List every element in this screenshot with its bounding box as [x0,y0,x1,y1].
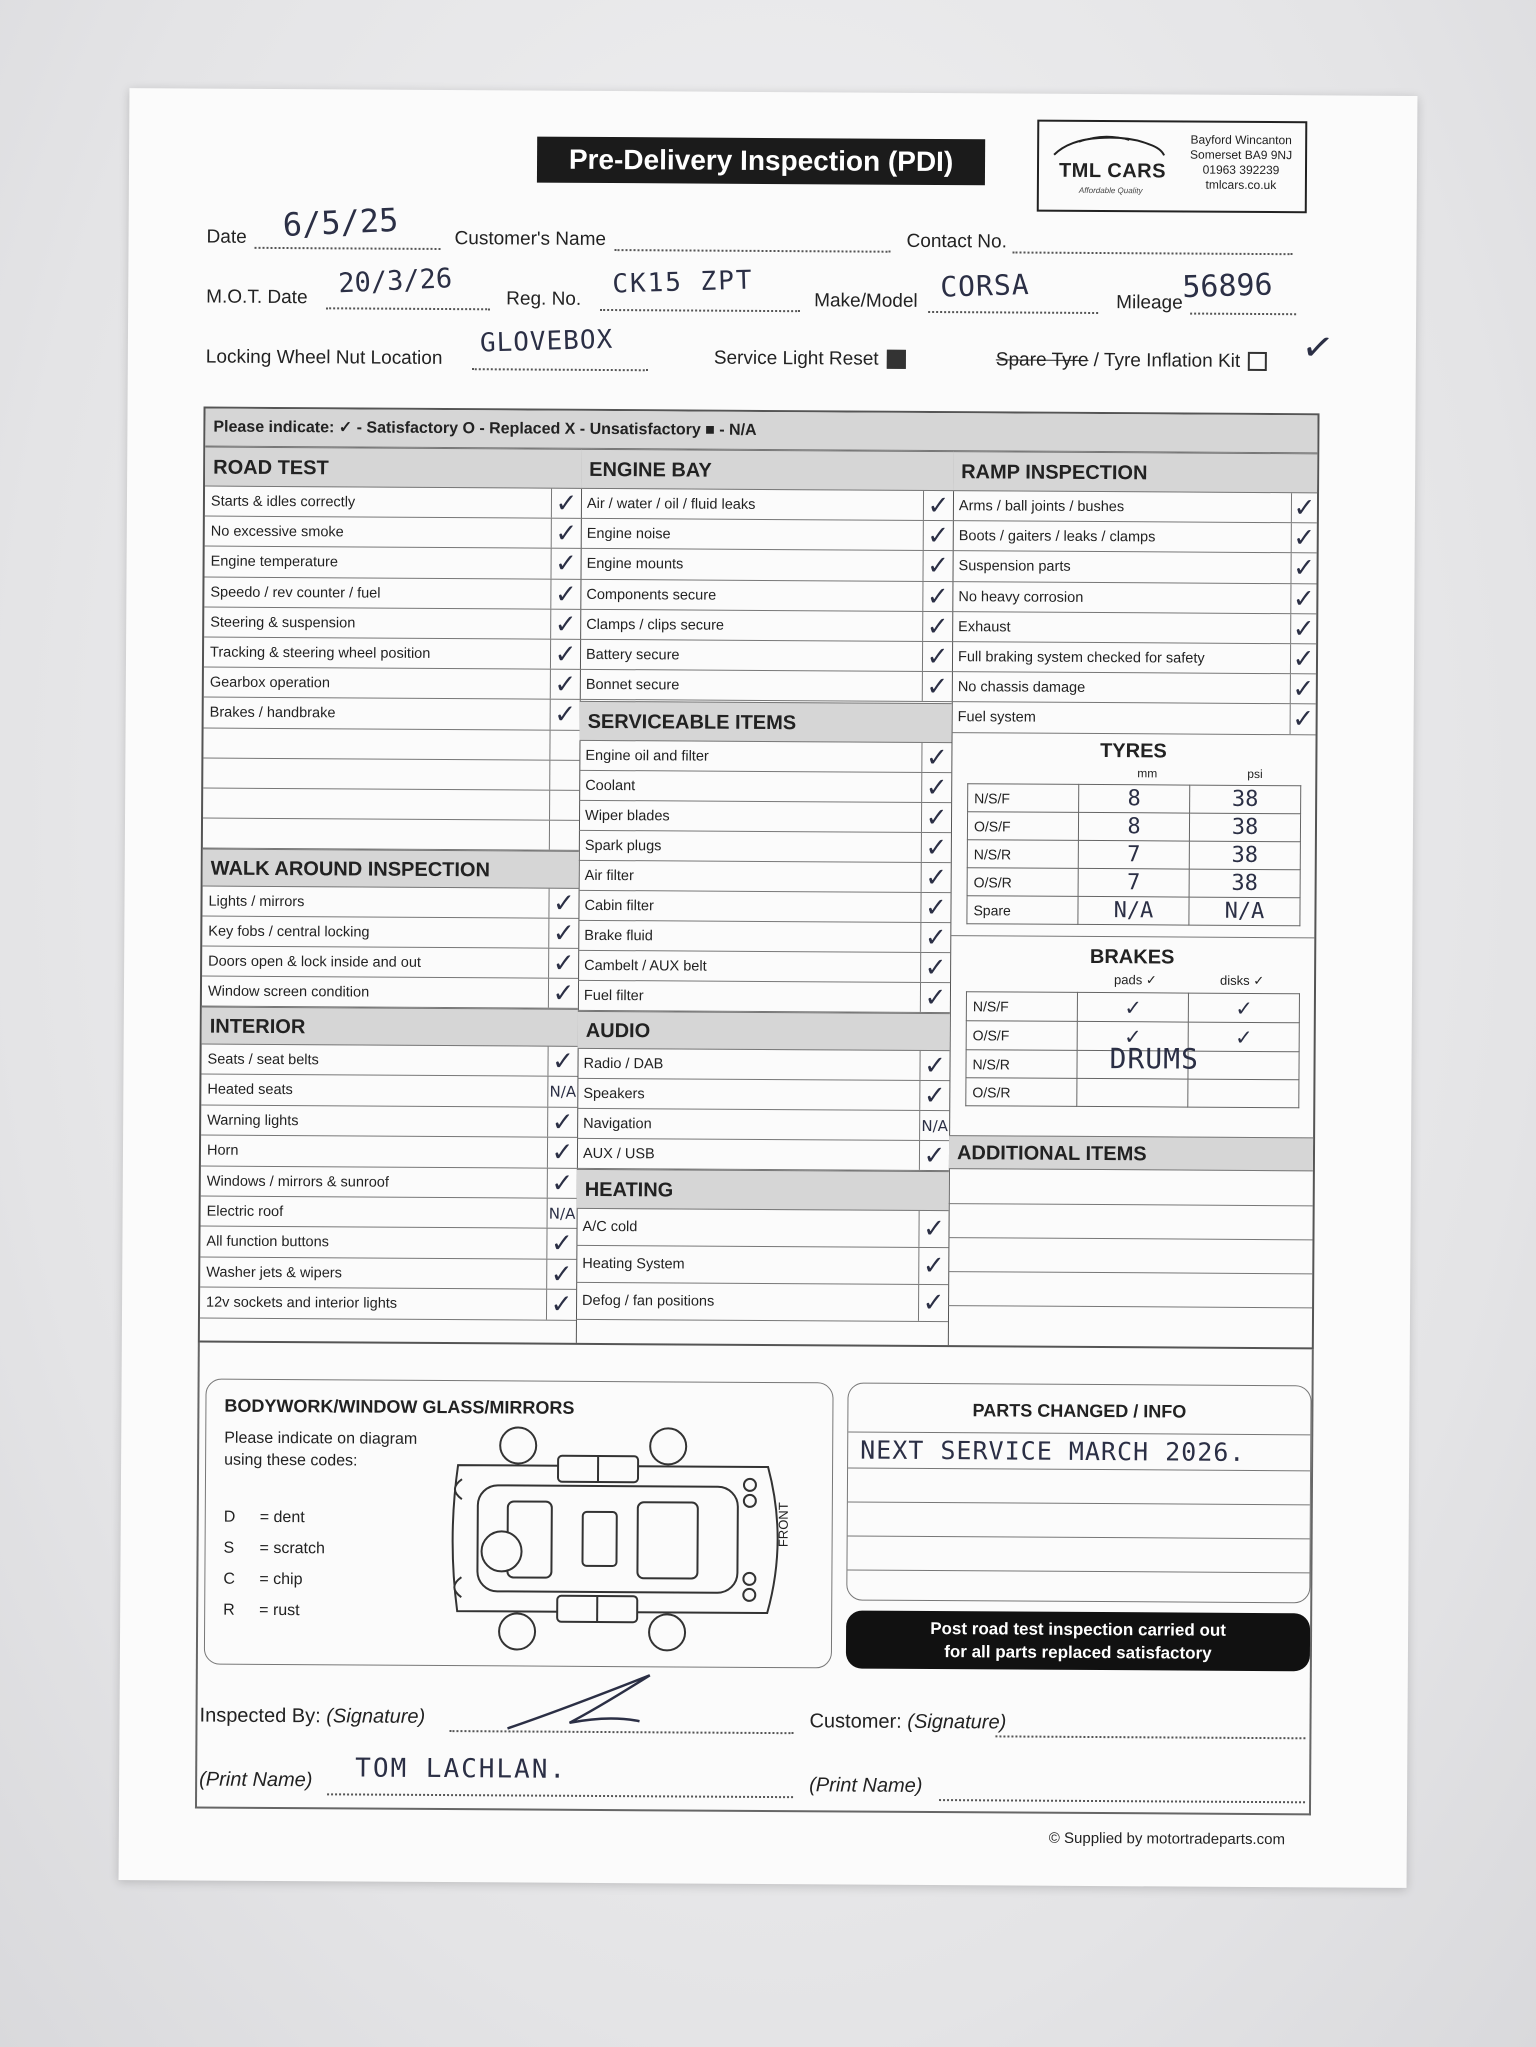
tyres-psi-header: psi [1247,766,1263,782]
status-mark-cell[interactable]: ✓ [921,773,951,802]
tyre-depth-mm[interactable]: 7 [1078,840,1189,869]
checklist-item-label: Full braking system checked for safety [957,649,1205,667]
inspector-signature [499,1670,659,1737]
tyre-row [968,784,1301,814]
checklist-item-label: Exhaust [958,618,1011,636]
customer-print-name-label: (Print Name) [809,1774,923,1797]
status-mark-cell[interactable]: ✓ [919,1141,949,1170]
tyre-row [967,840,1300,870]
status-mark-cell[interactable]: ✓ [1291,493,1317,522]
checklist-row [200,1288,576,1321]
checklist-item-label: AUX / USB [582,1145,655,1163]
checklist-item-label: Window screen condition [207,983,370,1001]
section-heading: AUDIO [578,1011,950,1051]
status-mark-cell[interactable]: ✓ [918,1285,948,1321]
checklist-row [578,891,950,923]
status-mark-cell[interactable]: ✓ [550,700,580,729]
tyre-position: O/S/R [967,868,1078,897]
checklist-item-label: No heavy corrosion [958,588,1084,606]
inspector-print-name-value[interactable]: TOM LACHLAN. [355,1753,568,1785]
checklist-item-label: Washer jets & wipers [206,1264,342,1282]
checklist-item-label: All function buttons [206,1233,330,1251]
brakes-heading: BRAKES [1089,945,1175,969]
checklist-item-label: Wiper blades [584,807,670,825]
status-mark-cell[interactable]: N/A [919,1111,949,1140]
section-heading: INTERIOR [202,1007,578,1047]
tyre-depth-mm[interactable]: 8 [1078,812,1189,841]
checklist-item-label: Battery secure [585,646,680,664]
checklist-row [580,640,952,672]
form-title: Pre-Delivery Inspection (PDI) [537,137,985,186]
inspection-checklist [198,407,1320,1350]
additional-items-heading: ADDITIONAL ITEMS [949,1135,1313,1171]
status-mark-cell[interactable]: ✓ [550,640,580,669]
status-mark-cell[interactable]: N/A [547,1077,577,1107]
status-mark-cell[interactable]: ✓ [547,1107,577,1137]
checklist-row [579,741,951,773]
tyres-table [966,783,1301,926]
parts-changed-note[interactable]: NEXT SERVICE MARCH 2026. [860,1435,1246,1467]
service-light-reset [714,348,906,371]
address-line: 01963 392239 [1202,162,1280,178]
tyre-row [967,868,1300,898]
tyre-pressure-psi[interactable]: 38 [1189,813,1300,842]
contact-no-label: Contact No. [906,230,1007,253]
customer-print-name-line[interactable] [939,1799,1305,1803]
status-mark-cell[interactable]: ✓ [547,1047,577,1077]
checklist-item-label: Gearbox operation [209,674,331,692]
checklist-row [580,670,952,702]
tyre-depth-mm[interactable]: 7 [1078,868,1189,897]
dealer-address [1179,132,1303,193]
parts-changed-panel [846,1382,1311,1603]
address-line: tmlcars.co.uk [1205,177,1277,193]
checklist-item-label: Speedo / rev counter / fuel [210,584,381,602]
checklist-item-label: A/C cold [582,1218,638,1236]
checklist-item-label: Navigation [583,1115,652,1133]
mot-date-label: M.O.T. Date [206,286,308,309]
checklist-row [205,517,581,549]
tyre-pressure-psi[interactable]: 38 [1189,869,1300,898]
checklist-item-label: Engine mounts [586,556,684,573]
checklist-row [200,1227,576,1260]
checklist-item-label: Suspension parts [958,558,1071,576]
mileage-line [1190,313,1296,316]
checklist-row [577,1139,949,1171]
address-line: Somerset BA9 9NJ [1190,147,1293,163]
checklist-row [577,1079,949,1111]
locking-wheel-nut-line [472,368,648,371]
brake-position: O/S/F [966,1021,1077,1051]
status-mark-cell[interactable]: ✓ [923,521,953,550]
tyre-pressure-psi[interactable]: 38 [1190,785,1301,814]
tyre-pressure-psi[interactable]: N/A [1189,897,1300,926]
brake-pads-mark[interactable]: ✓ [1077,992,1188,1022]
customer-name-label: Customer's Name [454,228,607,250]
checklist-item-label: Starts & idles correctly [210,493,356,511]
status-mark-cell[interactable]: ✓ [550,549,580,578]
checklist-row [581,489,953,521]
tyre-depth-mm[interactable]: 8 [1079,784,1190,813]
checklist-item-label: Seats / seat belts [207,1051,319,1069]
banner-line-2: for all parts replaced satisfactory [944,1642,1212,1663]
checklist-row [204,668,580,700]
tyre-row [967,896,1300,926]
status-mark-cell[interactable]: ✓ [546,1259,576,1289]
brake-disks-mark[interactable] [1188,1079,1299,1108]
section-heading: RAMP INSPECTION [953,451,1317,493]
dealer-logo-box [1037,120,1308,214]
checklist-item-label: Brakes / handbrake [209,704,336,722]
locking-wheel-nut-label: Locking Wheel Nut Location [205,346,443,369]
checklist-row [202,947,578,979]
status-mark-cell[interactable]: ✓ [922,551,952,580]
tyre-inflation-kit-checkbox[interactable] [1248,352,1267,371]
footer-supplier: © Supplied by motortradeparts.com [1048,1829,1286,1849]
status-mark-cell[interactable]: ✓ [550,579,580,608]
checklist-item-label: Arms / ball joints / bushes [958,498,1125,516]
checklist-item-label: Clamps / clips secure [586,616,725,634]
section-heading: HEATING [577,1169,949,1211]
checklist-row [205,487,581,519]
brake-position: N/S/R [966,1050,1077,1079]
status-mark-cell[interactable]: ✓ [920,953,950,982]
checklist-item-label: Spark plugs [584,837,662,855]
checklist-item-label: Engine oil and filter [585,747,709,765]
status-mark-cell[interactable]: ✓ [546,1229,576,1259]
checklist-row [204,638,580,670]
status-mark-cell[interactable]: ✓ [548,979,578,1008]
checklist-item-label: Lights / mirrors [208,893,305,911]
status-mark-cell[interactable]: ✓ [923,491,953,520]
checklist-row [201,1166,577,1199]
column-middle [576,449,954,1345]
checklist-item-label: Bonnet secure [585,677,680,694]
checklist-item-label: Doors open & lock inside and out [208,953,422,971]
checklist-item-label: Cambelt / AUX belt [584,957,707,975]
checklist-item-label: Engine noise [586,526,671,543]
status-mark-cell[interactable]: ✓ [550,609,580,638]
tyre-inflation-kit [996,349,1267,373]
checklist-row [580,579,952,611]
post-road-test-banner [846,1610,1310,1671]
checklist-row [202,917,578,949]
checklist-row [580,549,952,581]
checklist-row [576,1283,948,1322]
status-mark-cell[interactable]: ✓ [1290,554,1316,583]
banner-line-1: Post road test inspection carried out [930,1619,1226,1640]
status-mark-cell[interactable]: ✓ [1290,674,1316,703]
status-mark-cell[interactable]: ✓ [920,923,950,952]
service-light-checkbox[interactable] [887,350,906,369]
date-line [255,247,441,250]
code-dent: D = dent [223,1508,305,1527]
checklist-item-label: Coolant [585,777,636,795]
car-body-diagram[interactable] [437,1425,808,1655]
status-mark-cell[interactable]: ✓ [551,519,581,548]
brake-position: O/S/R [966,1078,1077,1107]
checklist-item-label: Windows / mirrors & sunroof [206,1173,389,1191]
checklist-row [201,1105,577,1138]
checklist-row [200,1257,576,1290]
checklist-item-label: Brake fluid [584,927,653,945]
brake-disks-mark[interactable]: ✓ [1188,1022,1299,1052]
status-mark-cell[interactable]: ✓ [547,1168,577,1198]
date-value[interactable]: 6/5/25 [281,200,400,245]
status-mark-cell[interactable]: ✓ [921,833,951,862]
status-mark-cell[interactable]: ✓ [922,582,952,611]
checklist-row [204,698,580,730]
checklist-item-label: Speakers [583,1085,645,1103]
checklist-item-label: Air / water / oil / fluid leaks [586,495,756,513]
tyre-position: Spare [967,896,1078,925]
checklist-item-label: Fuel system [957,709,1036,727]
brakes-pads-header: pads ✓ [1114,972,1157,988]
customer-signature-label: Customer: (Signature) [809,1710,1007,1734]
checklist-row [578,921,950,953]
status-mark-cell[interactable]: ✓ [918,1248,948,1284]
dealer-logo-tagline: Affordable Quality [1078,185,1143,196]
status-mark-cell[interactable]: ✓ [548,919,578,948]
status-mark-cell[interactable]: ✓ [920,893,950,922]
brake-disks-mark[interactable]: ✓ [1188,993,1299,1023]
tyre-row [967,812,1300,842]
rear-brakes-note[interactable]: DRUMS [1109,1042,1199,1076]
checklist-row [201,1197,577,1230]
checklist-row [201,1045,577,1078]
checklist-row [953,491,1317,523]
brake-pads-mark[interactable]: ✓ [1077,1021,1188,1051]
spare-tyre-struck-label: Spare Tyre [995,349,1089,371]
checklist-item-label: Heating System [582,1255,685,1273]
status-mark-cell[interactable]: ✓ [550,670,580,699]
date-label: Date [206,226,247,248]
tyre-pressure-psi[interactable]: 38 [1189,841,1300,870]
brake-row [966,992,1299,1023]
checklist-row [952,672,1316,704]
column-left [200,447,582,1343]
status-mark-cell[interactable]: ✓ [547,1138,577,1168]
mot-date-value[interactable]: 20/3/26 [337,263,453,300]
brake-position: N/S/F [966,992,1077,1022]
mileage-value[interactable]: 56896 [1181,267,1274,306]
make-model-value[interactable]: CORSA [939,268,1031,304]
checklist-row [201,1136,577,1169]
reg-no-label: Reg. No. [506,288,582,310]
customer-name-line[interactable] [614,249,890,253]
status-mark-cell[interactable]: ✓ [1290,614,1316,643]
checklist-row [204,607,580,639]
service-light-reset-label: Service Light Reset [713,347,879,370]
inspector-print-name-label: (Print Name) [199,1768,313,1792]
checklist-item-label: Air filter [584,867,634,885]
section-heading: ROAD TEST [205,447,581,489]
checklist-row [577,1109,949,1141]
checklist-row [952,703,1316,735]
checklist-row [576,1246,948,1285]
status-mark-cell[interactable]: ✓ [918,1211,948,1247]
tyre-inflation-kit-tick: ✓ [1298,325,1337,372]
checklist-row [952,552,1316,584]
checklist-item-label: Boots / gaiters / leaks / clamps [958,528,1156,546]
checklist-row [952,642,1316,674]
tyres-mm-header: mm [1137,766,1158,781]
tyre-position: O/S/F [967,812,1078,841]
checklist-item-label: Warning lights [207,1112,299,1129]
checklist-item-label: Key fobs / central locking [208,923,370,941]
checklist-row [203,758,579,790]
status-mark-cell[interactable] [549,730,579,759]
checklist-row [204,577,580,609]
car-silhouette-icon [1049,130,1169,161]
status-mark-cell[interactable]: ✓ [920,983,950,1012]
brakes-disks-header: disks ✓ [1220,972,1265,989]
checklist-item-label: Electric roof [206,1203,284,1221]
status-mark-cell[interactable]: ✓ [551,489,581,518]
checklist-row [581,519,953,551]
status-mark-cell[interactable]: N/A [547,1199,577,1229]
locking-wheel-nut-value[interactable]: GLOVEBOX [479,324,614,359]
checklist-row [952,612,1316,644]
checklist-item-label: Radio / DAB [583,1055,664,1073]
checklist-item-label: Defog / fan positions [582,1292,715,1310]
column-right [948,451,1317,1347]
checklist-item-label: Horn [206,1142,239,1159]
status-mark-cell[interactable]: ✓ [921,863,951,892]
mot-date-line [326,307,490,310]
status-mark-cell[interactable]: ✓ [919,1081,949,1110]
tyre-depth-mm[interactable]: N/A [1078,896,1189,925]
checklist-row [953,521,1317,553]
status-mark-cell[interactable]: ✓ [1290,584,1316,613]
checklist-item-label: Tracking & steering wheel position [209,644,431,662]
checklist-row [952,582,1316,614]
tyre-position: N/S/F [968,784,1079,813]
status-mark-cell[interactable]: ✓ [1291,523,1317,552]
dealer-logo-name: TML CARS [1058,159,1167,183]
checklist-item-label: Fuel filter [583,987,644,1005]
make-model-line [928,311,1098,314]
status-mark-cell[interactable]: ✓ [922,672,952,701]
front-label: FRONT [775,1502,791,1548]
contact-no-line[interactable] [1012,251,1292,255]
reg-no-value[interactable]: CK15 ZPT [611,265,754,300]
checklist-row [204,547,580,579]
tyres-heading: TYRES [1100,740,1167,763]
status-mark-cell[interactable] [549,821,579,850]
checklist-item-label: Engine temperature [210,553,338,571]
pdi-form-sheet [119,88,1418,1888]
code-chip: C = chip [223,1570,303,1589]
bodywork-instructions: Please indicate on diagram using these codes: [224,1429,418,1470]
status-mark-cell[interactable]: ✓ [921,803,951,832]
bodywork-panel [204,1379,834,1669]
inspector-print-name-line [327,1793,793,1798]
damage-codes [223,1502,325,1627]
customer-signature-line[interactable] [995,1735,1305,1739]
checklist-row [202,887,578,919]
checklist-row [576,1209,948,1248]
status-mark-cell[interactable]: ✓ [921,743,951,772]
section-heading: WALK AROUND INSPECTION [203,849,579,889]
checklist-row [579,861,951,893]
checklist-row [579,801,951,833]
checklist-item-label: 12v sockets and interior lights [206,1294,398,1312]
tyre-position: N/S/R [967,840,1078,869]
checklist-row [579,771,951,803]
make-model-label: Make/Model [814,290,918,312]
checklist-item-label: Components secure [586,586,717,604]
legend-bar: Please indicate: ✓ - Satisfactory O - Replaced X - Unsatisfactory ■ - N/A [205,409,1317,454]
checklist-row [577,1049,949,1081]
brake-disks-mark[interactable] [1188,1051,1299,1080]
checklist-row [202,977,578,1009]
checklist-row [201,1075,577,1108]
mileage-label: Mileage [1116,292,1183,314]
checklist-item-label: No excessive smoke [210,523,344,541]
tyre-inflation-kit-label: / Tyre Inflation Kit [1088,349,1241,372]
status-mark-cell[interactable]: ✓ [919,1051,949,1080]
bodywork-heading: BODYWORK/WINDOW GLASS/MIRRORS [224,1395,575,1418]
checklist-item-label: No chassis damage [957,679,1086,697]
reg-no-line [600,309,800,312]
address-line: Bayford Wincanton [1190,132,1292,148]
checklist-row [203,789,579,821]
status-mark-cell[interactable]: ✓ [922,612,952,641]
brake-row [966,1078,1299,1108]
checklist-item-label: Cabin filter [584,897,654,915]
checklist-row [203,728,579,760]
code-scratch: S = scratch [223,1539,325,1558]
inspected-by-label: Inspected By: (Signature) [199,1704,426,1728]
brake-pads-mark[interactable] [1077,1078,1188,1107]
status-mark-cell[interactable] [549,791,579,820]
section-heading: SERVICEABLE ITEMS [580,701,952,743]
status-mark-cell[interactable]: ✓ [1290,644,1316,673]
status-mark-cell[interactable]: ✓ [922,642,952,671]
status-mark-cell[interactable]: ✓ [548,949,578,978]
checklist-row [580,610,952,642]
status-mark-cell[interactable]: ✓ [548,889,578,918]
checklist-row [578,981,950,1013]
status-mark-cell[interactable]: ✓ [1290,705,1316,734]
checklist-item-label: Steering & suspension [210,614,356,632]
checklist-item-label: Heated seats [207,1081,293,1099]
checklist-row [579,831,951,863]
section-heading: ENGINE BAY [581,449,953,491]
status-mark-cell[interactable] [549,760,579,789]
status-mark-cell[interactable]: ✓ [546,1290,576,1320]
checklist-row [203,819,579,851]
code-rust: R = rust [223,1601,300,1620]
checklist-row [578,951,950,983]
parts-changed-heading: PARTS CHANGED / INFO [972,1400,1187,1422]
